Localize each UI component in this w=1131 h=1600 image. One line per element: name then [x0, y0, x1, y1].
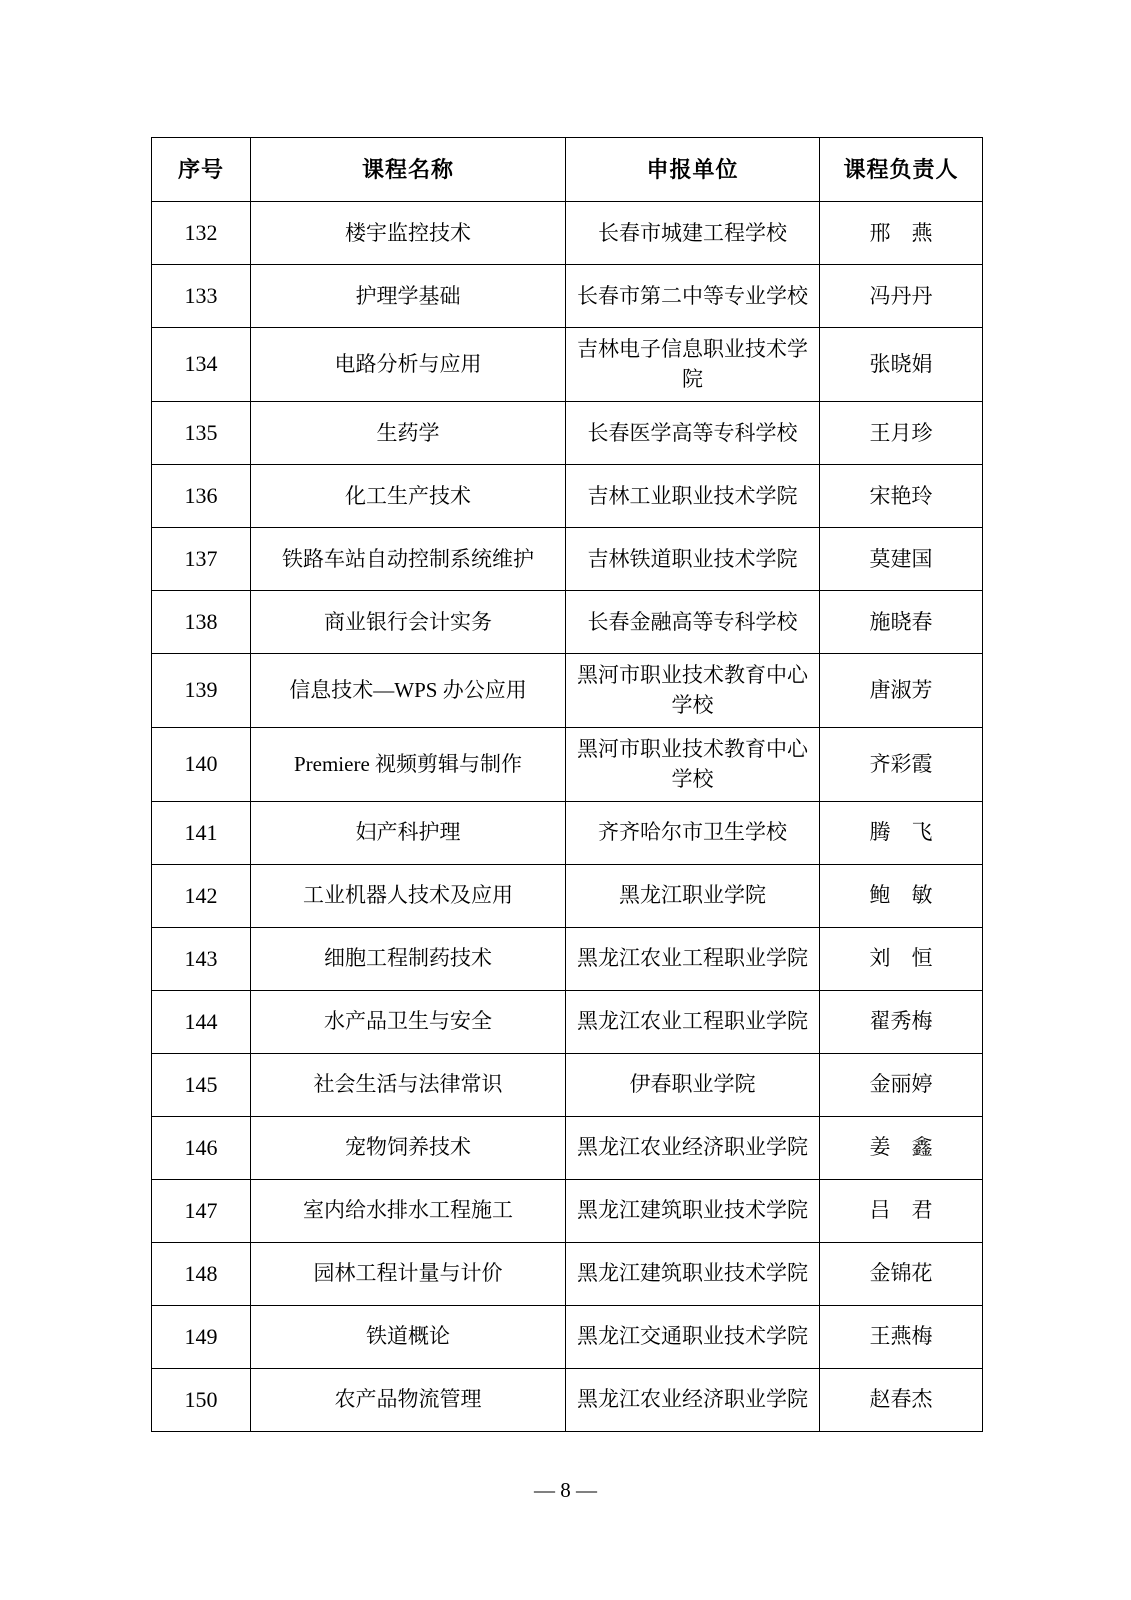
- cell-course-name: 工业机器人技术及应用: [251, 864, 566, 927]
- cell-course-name: 楼宇监控技术: [251, 202, 566, 265]
- header-applying-unit: 申报单位: [566, 138, 820, 202]
- cell-course-leader: 冯丹丹: [820, 265, 983, 328]
- cell-course-leader: 刘 恒: [820, 927, 983, 990]
- cell-applying-unit: 长春金融高等专科学校: [566, 590, 820, 653]
- cell-course-name: 化工生产技术: [251, 464, 566, 527]
- table-row: [152, 727, 983, 801]
- cell-serial-number: 148: [152, 1242, 251, 1305]
- cell-serial-number: 145: [152, 1053, 251, 1116]
- header-course-leader: 课程负责人: [820, 138, 983, 202]
- cell-serial-number: 146: [152, 1116, 251, 1179]
- table-row: [152, 864, 983, 927]
- cell-course-leader: 施晓春: [820, 590, 983, 653]
- cell-course-leader: 翟秀梅: [820, 990, 983, 1053]
- cell-course-leader: 姜 鑫: [820, 1116, 983, 1179]
- cell-applying-unit: 伊春职业学院: [566, 1053, 820, 1116]
- cell-serial-number: 150: [152, 1368, 251, 1431]
- cell-serial-number: 132: [152, 202, 251, 265]
- cell-course-leader: 腾 飞: [820, 801, 983, 864]
- cell-serial-number: 143: [152, 927, 251, 990]
- cell-course-name: 护理学基础: [251, 265, 566, 328]
- cell-course-leader: 宋艳玲: [820, 464, 983, 527]
- cell-course-name: 铁路车站自动控制系统维护: [251, 527, 566, 590]
- cell-applying-unit: 长春市第二中等专业学校: [566, 265, 820, 328]
- cell-course-name: 园林工程计量与计价: [251, 1242, 566, 1305]
- cell-serial-number: 144: [152, 990, 251, 1053]
- cell-course-leader: 鲍 敏: [820, 864, 983, 927]
- table-row: [152, 464, 983, 527]
- table-row: [152, 401, 983, 464]
- cell-serial-number: 140: [152, 727, 251, 801]
- cell-serial-number: 136: [152, 464, 251, 527]
- table-row: [152, 1053, 983, 1116]
- cell-serial-number: 133: [152, 265, 251, 328]
- cell-course-name: Premiere 视频剪辑与制作: [251, 727, 566, 801]
- table-row: [152, 1305, 983, 1368]
- cell-course-leader: 邢 燕: [820, 202, 983, 265]
- cell-applying-unit: 长春医学高等专科学校: [566, 401, 820, 464]
- cell-course-leader: 金丽婷: [820, 1053, 983, 1116]
- table-row: [152, 590, 983, 653]
- cell-course-name: 生药学: [251, 401, 566, 464]
- cell-course-name: 细胞工程制药技术: [251, 927, 566, 990]
- table-row: [152, 927, 983, 990]
- cell-serial-number: 138: [152, 590, 251, 653]
- cell-course-name: 社会生活与法律常识: [251, 1053, 566, 1116]
- cell-serial-number: 141: [152, 801, 251, 864]
- cell-applying-unit: 吉林铁道职业技术学院: [566, 527, 820, 590]
- cell-course-leader: 齐彩霞: [820, 727, 983, 801]
- cell-course-name: 电路分析与应用: [251, 328, 566, 402]
- cell-serial-number: 139: [152, 653, 251, 727]
- cell-applying-unit: 黑龙江建筑职业技术学院: [566, 1179, 820, 1242]
- cell-applying-unit: 黑龙江职业学院: [566, 864, 820, 927]
- cell-course-leader: 赵春杰: [820, 1368, 983, 1431]
- table-row: [152, 653, 983, 727]
- cell-course-leader: 王燕梅: [820, 1305, 983, 1368]
- cell-applying-unit: 黑龙江交通职业技术学院: [566, 1305, 820, 1368]
- cell-course-name: 妇产科护理: [251, 801, 566, 864]
- cell-applying-unit: 黑龙江农业工程职业学院: [566, 990, 820, 1053]
- cell-serial-number: 134: [152, 328, 251, 402]
- cell-course-name: 信息技术—WPS 办公应用: [251, 653, 566, 727]
- header-course-name: 课程名称: [251, 138, 566, 202]
- table-row: [152, 202, 983, 265]
- table-row: [152, 328, 983, 402]
- cell-applying-unit: 黑龙江农业经济职业学院: [566, 1368, 820, 1431]
- table-row: [152, 1116, 983, 1179]
- cell-course-leader: 金锦花: [820, 1242, 983, 1305]
- cell-course-leader: 莫建国: [820, 527, 983, 590]
- cell-applying-unit: 吉林工业职业技术学院: [566, 464, 820, 527]
- cell-serial-number: 147: [152, 1179, 251, 1242]
- cell-serial-number: 149: [152, 1305, 251, 1368]
- cell-applying-unit: 黑龙江建筑职业技术学院: [566, 1242, 820, 1305]
- cell-course-name: 水产品卫生与安全: [251, 990, 566, 1053]
- cell-course-name: 室内给水排水工程施工: [251, 1179, 566, 1242]
- cell-applying-unit: 黑龙江农业工程职业学院: [566, 927, 820, 990]
- page-number: — 8 —: [534, 1478, 597, 1502]
- table-row: [152, 1242, 983, 1305]
- cell-applying-unit: 吉林电子信息职业技术学院: [566, 328, 820, 402]
- cell-applying-unit: 黑河市职业技术教育中心学校: [566, 653, 820, 727]
- table-row: [152, 990, 983, 1053]
- cell-applying-unit: 黑河市职业技术教育中心学校: [566, 727, 820, 801]
- cell-course-leader: 唐淑芳: [820, 653, 983, 727]
- table-header-row: [152, 138, 983, 202]
- cell-course-leader: 张晓娟: [820, 328, 983, 402]
- table-row: [152, 1368, 983, 1431]
- table-body: [152, 202, 983, 1432]
- cell-serial-number: 135: [152, 401, 251, 464]
- cell-serial-number: 142: [152, 864, 251, 927]
- header-serial-number: 序号: [152, 138, 251, 202]
- cell-applying-unit: 黑龙江农业经济职业学院: [566, 1116, 820, 1179]
- cell-course-name: 商业银行会计实务: [251, 590, 566, 653]
- table-row: [152, 265, 983, 328]
- cell-course-name: 铁道概论: [251, 1305, 566, 1368]
- table-header: [152, 138, 983, 202]
- cell-applying-unit: 长春市城建工程学校: [566, 202, 820, 265]
- course-table: [151, 137, 983, 1432]
- cell-course-leader: 吕 君: [820, 1179, 983, 1242]
- cell-applying-unit: 齐齐哈尔市卫生学校: [566, 801, 820, 864]
- table-row: [152, 801, 983, 864]
- table-row: [152, 527, 983, 590]
- cell-course-name: 农产品物流管理: [251, 1368, 566, 1431]
- table-row: [152, 1179, 983, 1242]
- cell-serial-number: 137: [152, 527, 251, 590]
- cell-course-name: 宠物饲养技术: [251, 1116, 566, 1179]
- cell-course-leader: 王月珍: [820, 401, 983, 464]
